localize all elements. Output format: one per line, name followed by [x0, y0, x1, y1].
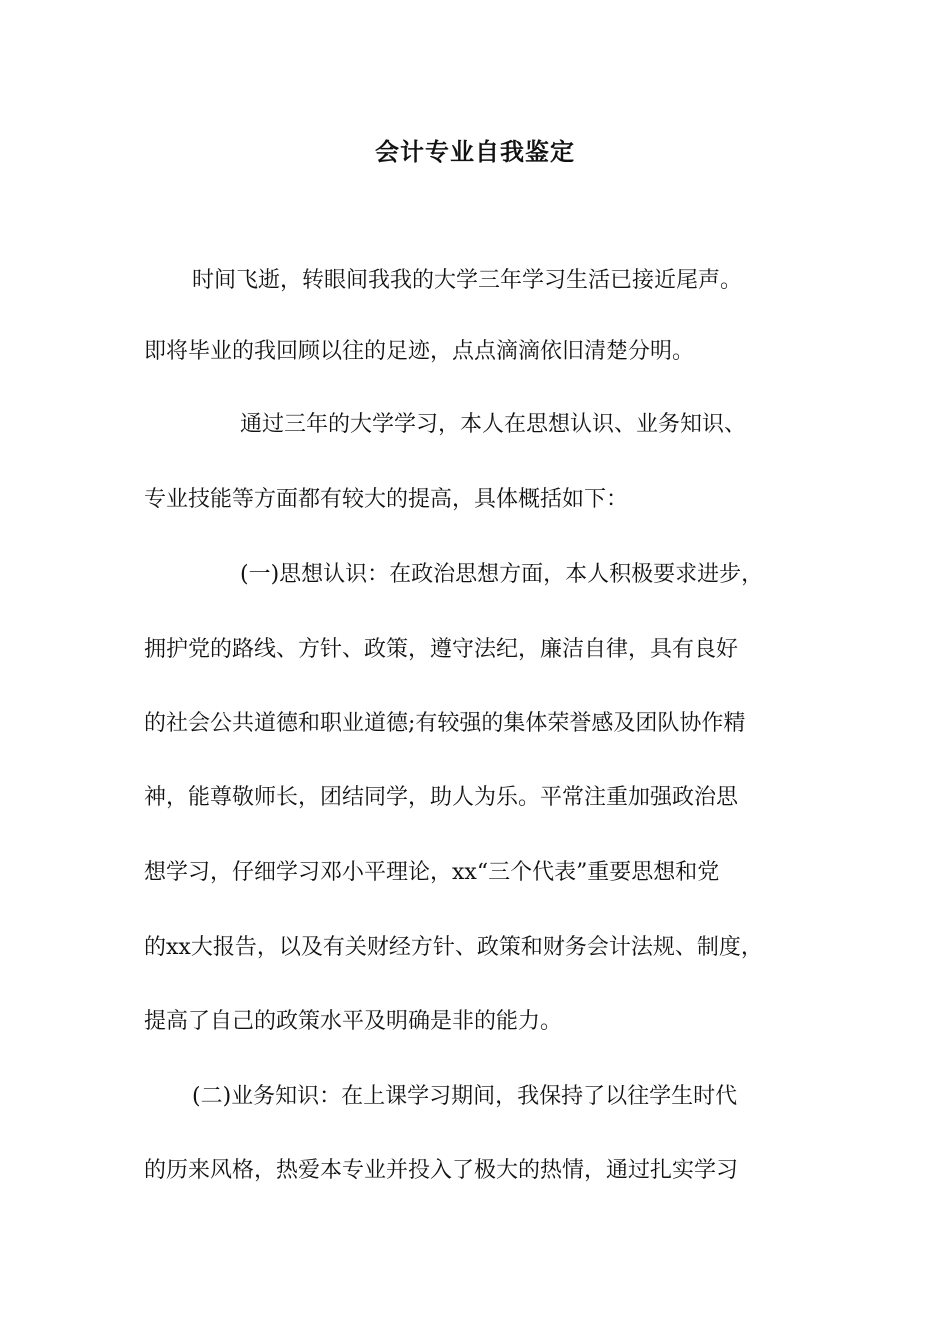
paragraph-line: 想学习，仔细学习邓小平理论，xx“三个代表”重要思想和党 [144, 860, 720, 885]
paragraph-line: (一)思想认识：在政治思想方面，本人积极要求进步， [240, 562, 764, 587]
paragraph-line: 的xx大报告，以及有关财经方针、政策和财务会计法规、制度， [144, 935, 763, 960]
paragraph-line: (二)业务知识：在上课学习期间，我保持了以往学生时代 [192, 1084, 738, 1109]
paragraph-line: 即将毕业的我回顾以往的足迹，点点滴滴依旧清楚分明。 [144, 339, 695, 364]
paragraph-line: 的社会公共道德和职业道德;有较强的集体荣誉感及团队协作精 [144, 711, 746, 736]
paragraph-line: 神，能尊敬师长，团结同学，助人为乐。平常注重加强政治思 [144, 785, 739, 810]
paragraph-line: 提高了自己的政策水平及明确是非的能力。 [144, 1009, 563, 1034]
paragraph-line: 的历来风格，热爱本专业并投入了极大的热情，通过扎实学习 [144, 1158, 739, 1183]
paragraph-line: 专业技能等方面都有较大的提高，具体概括如下： [144, 487, 629, 512]
document-title: 会计专业自我鉴定 [375, 137, 575, 166]
paragraph-line: 拥护党的路线、方针、政策，遵守法纪，廉洁自律，具有良好 [144, 637, 739, 662]
paragraph-line: 通过三年的大学学习，本人在思想认识、业务知识、 [240, 412, 747, 437]
paragraph-line: 时间飞逝，转眼间我我的大学三年学习生活已接近尾声。 [192, 268, 743, 293]
